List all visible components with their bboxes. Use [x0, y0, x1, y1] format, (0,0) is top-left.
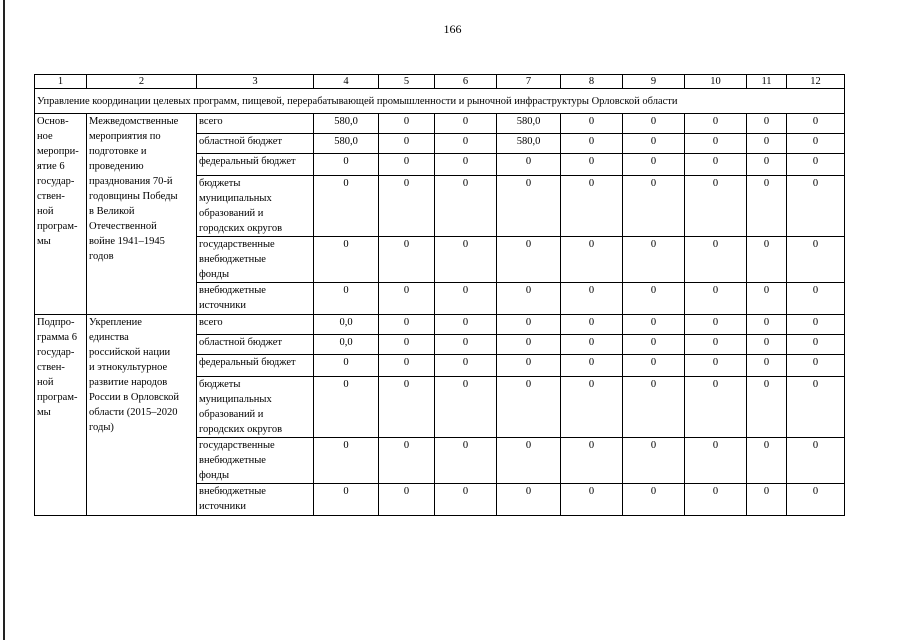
value-cell: 0: [685, 176, 747, 237]
value-cell: 0: [497, 335, 561, 355]
value-cell: 0: [497, 237, 561, 283]
value-cell: 0: [379, 438, 435, 484]
value-cell: 0: [497, 154, 561, 176]
funding-source-cell: государственные внебюджетные фонды: [197, 237, 314, 283]
value-cell: 0,0: [314, 315, 379, 335]
value-cell: 0: [435, 154, 497, 176]
value-cell: 0: [497, 438, 561, 484]
value-cell: 0: [435, 134, 497, 154]
value-cell: 0: [379, 355, 435, 377]
value-cell: 0: [787, 114, 845, 134]
value-cell: 0: [379, 134, 435, 154]
value-cell: 0: [379, 283, 435, 315]
value-cell: 0: [787, 176, 845, 237]
column-header: 8: [561, 75, 623, 89]
value-cell: 0: [561, 484, 623, 516]
funding-source-cell: бюджеты муниципальных образований и городских округов: [197, 377, 314, 438]
value-cell: 0: [685, 154, 747, 176]
value-cell: 0: [314, 377, 379, 438]
budget-table: [34, 74, 845, 516]
value-cell: 0: [747, 438, 787, 484]
value-cell: 0: [561, 438, 623, 484]
value-cell: 0,0: [314, 335, 379, 355]
funding-source-cell: внебюджетные источники: [197, 484, 314, 516]
value-cell: 0: [561, 154, 623, 176]
value-cell: 580,0: [314, 134, 379, 154]
program-type-cell: Подпро- грамма 6 государ- ствен- ной програм- мы: [35, 315, 87, 516]
column-header: 12: [787, 75, 845, 89]
value-cell: 0: [497, 377, 561, 438]
funding-source-cell: всего: [197, 114, 314, 134]
value-cell: 0: [747, 176, 787, 237]
value-cell: 0: [561, 335, 623, 355]
value-cell: 0: [787, 154, 845, 176]
column-header: 2: [87, 75, 197, 89]
value-cell: 0: [623, 237, 685, 283]
value-cell: 0: [747, 134, 787, 154]
value-cell: 0: [787, 237, 845, 283]
value-cell: 0: [314, 237, 379, 283]
column-header: 1: [35, 75, 87, 89]
value-cell: 0: [314, 438, 379, 484]
column-header: 6: [435, 75, 497, 89]
column-header: 7: [497, 75, 561, 89]
page-number: 166: [443, 22, 462, 36]
funding-source-cell: областной бюджет: [197, 335, 314, 355]
value-cell: 0: [685, 134, 747, 154]
funding-source-cell: областной бюджет: [197, 134, 314, 154]
value-cell: 0: [747, 283, 787, 315]
funding-source-cell: внебюджетные источники: [197, 283, 314, 315]
column-header: 5: [379, 75, 435, 89]
value-cell: 0: [314, 176, 379, 237]
value-cell: 0: [561, 283, 623, 315]
page-edge-line: [3, 0, 5, 640]
program-type-cell: Основ- ное меропри- ятие 6 государ- ствен- ной програм- мы: [35, 114, 87, 315]
value-cell: 0: [561, 114, 623, 134]
value-cell: 0: [787, 335, 845, 355]
value-cell: 0: [497, 484, 561, 516]
value-cell: 0: [435, 237, 497, 283]
value-cell: 0: [685, 335, 747, 355]
program-title-cell: Укрепление единства российской нации и этнокультурное развитие народов России в Орловской области (2015–2020 годы): [87, 315, 197, 516]
value-cell: 0: [561, 315, 623, 335]
value-cell: 0: [379, 154, 435, 176]
column-number-row: [35, 75, 845, 89]
column-header: 4: [314, 75, 379, 89]
value-cell: 0: [787, 484, 845, 516]
value-cell: 0: [623, 438, 685, 484]
value-cell: 0: [623, 283, 685, 315]
value-cell: 0: [379, 114, 435, 134]
value-cell: 0: [379, 315, 435, 335]
value-cell: 0: [623, 315, 685, 335]
value-cell: 0: [685, 315, 747, 335]
value-cell: 0: [314, 283, 379, 315]
value-cell: 0: [685, 355, 747, 377]
column-header: 10: [685, 75, 747, 89]
value-cell: 0: [497, 355, 561, 377]
value-cell: 0: [379, 176, 435, 237]
value-cell: 0: [747, 315, 787, 335]
value-cell: 0: [747, 377, 787, 438]
value-cell: 0: [314, 484, 379, 516]
value-cell: 0: [561, 355, 623, 377]
value-cell: 0: [435, 315, 497, 335]
value-cell: 0: [435, 114, 497, 134]
value-cell: 0: [623, 154, 685, 176]
program-title-cell: Межведомственные мероприятия по подготовке и проведению празднования 70-й годовщины Победы в Великой Отечественной войне 1941–1945 годов: [87, 114, 197, 315]
value-cell: 580,0: [497, 114, 561, 134]
value-cell: 0: [747, 335, 787, 355]
value-cell: 0: [314, 355, 379, 377]
value-cell: 580,0: [314, 114, 379, 134]
funding-source-cell: федеральный бюджет: [197, 355, 314, 377]
value-cell: 580,0: [497, 134, 561, 154]
value-cell: 0: [623, 484, 685, 516]
value-cell: 0: [561, 176, 623, 237]
value-cell: 0: [623, 335, 685, 355]
value-cell: 0: [685, 438, 747, 484]
value-cell: 0: [379, 377, 435, 438]
value-cell: 0: [747, 355, 787, 377]
value-cell: 0: [685, 283, 747, 315]
value-cell: 0: [435, 355, 497, 377]
value-cell: 0: [561, 134, 623, 154]
column-header: 9: [623, 75, 685, 89]
value-cell: 0: [747, 484, 787, 516]
funding-source-cell: государственные внебюджетные фонды: [197, 438, 314, 484]
value-cell: 0: [787, 377, 845, 438]
value-cell: 0: [435, 438, 497, 484]
funding-source-cell: всего: [197, 315, 314, 335]
value-cell: 0: [379, 237, 435, 283]
table-row: [35, 114, 845, 134]
value-cell: 0: [747, 114, 787, 134]
value-cell: 0: [787, 134, 845, 154]
value-cell: 0: [787, 355, 845, 377]
value-cell: 0: [747, 237, 787, 283]
value-cell: 0: [435, 484, 497, 516]
value-cell: 0: [497, 283, 561, 315]
value-cell: 0: [787, 438, 845, 484]
funding-source-cell: федеральный бюджет: [197, 154, 314, 176]
value-cell: 0: [314, 154, 379, 176]
value-cell: 0: [379, 484, 435, 516]
value-cell: 0: [685, 484, 747, 516]
value-cell: 0: [623, 114, 685, 134]
department-row: [35, 89, 845, 114]
value-cell: 0: [497, 315, 561, 335]
value-cell: 0: [435, 335, 497, 355]
value-cell: 0: [561, 237, 623, 283]
value-cell: 0: [787, 283, 845, 315]
value-cell: 0: [561, 377, 623, 438]
column-header: 11: [747, 75, 787, 89]
department-title: Управление координации целевых программ, пищевой, перерабатывающей промышленности и рыночной инфраструктуры Орловской области: [35, 89, 845, 114]
value-cell: 0: [435, 377, 497, 438]
value-cell: 0: [623, 176, 685, 237]
value-cell: 0: [623, 355, 685, 377]
value-cell: 0: [747, 154, 787, 176]
value-cell: 0: [623, 377, 685, 438]
value-cell: 0: [685, 114, 747, 134]
value-cell: 0: [685, 377, 747, 438]
funding-source-cell: бюджеты муниципальных образований и городских округов: [197, 176, 314, 237]
column-header: 3: [197, 75, 314, 89]
value-cell: 0: [623, 134, 685, 154]
value-cell: 0: [787, 315, 845, 335]
value-cell: 0: [497, 176, 561, 237]
value-cell: 0: [435, 176, 497, 237]
table-row: [35, 315, 845, 335]
value-cell: 0: [685, 237, 747, 283]
value-cell: 0: [379, 335, 435, 355]
value-cell: 0: [435, 283, 497, 315]
